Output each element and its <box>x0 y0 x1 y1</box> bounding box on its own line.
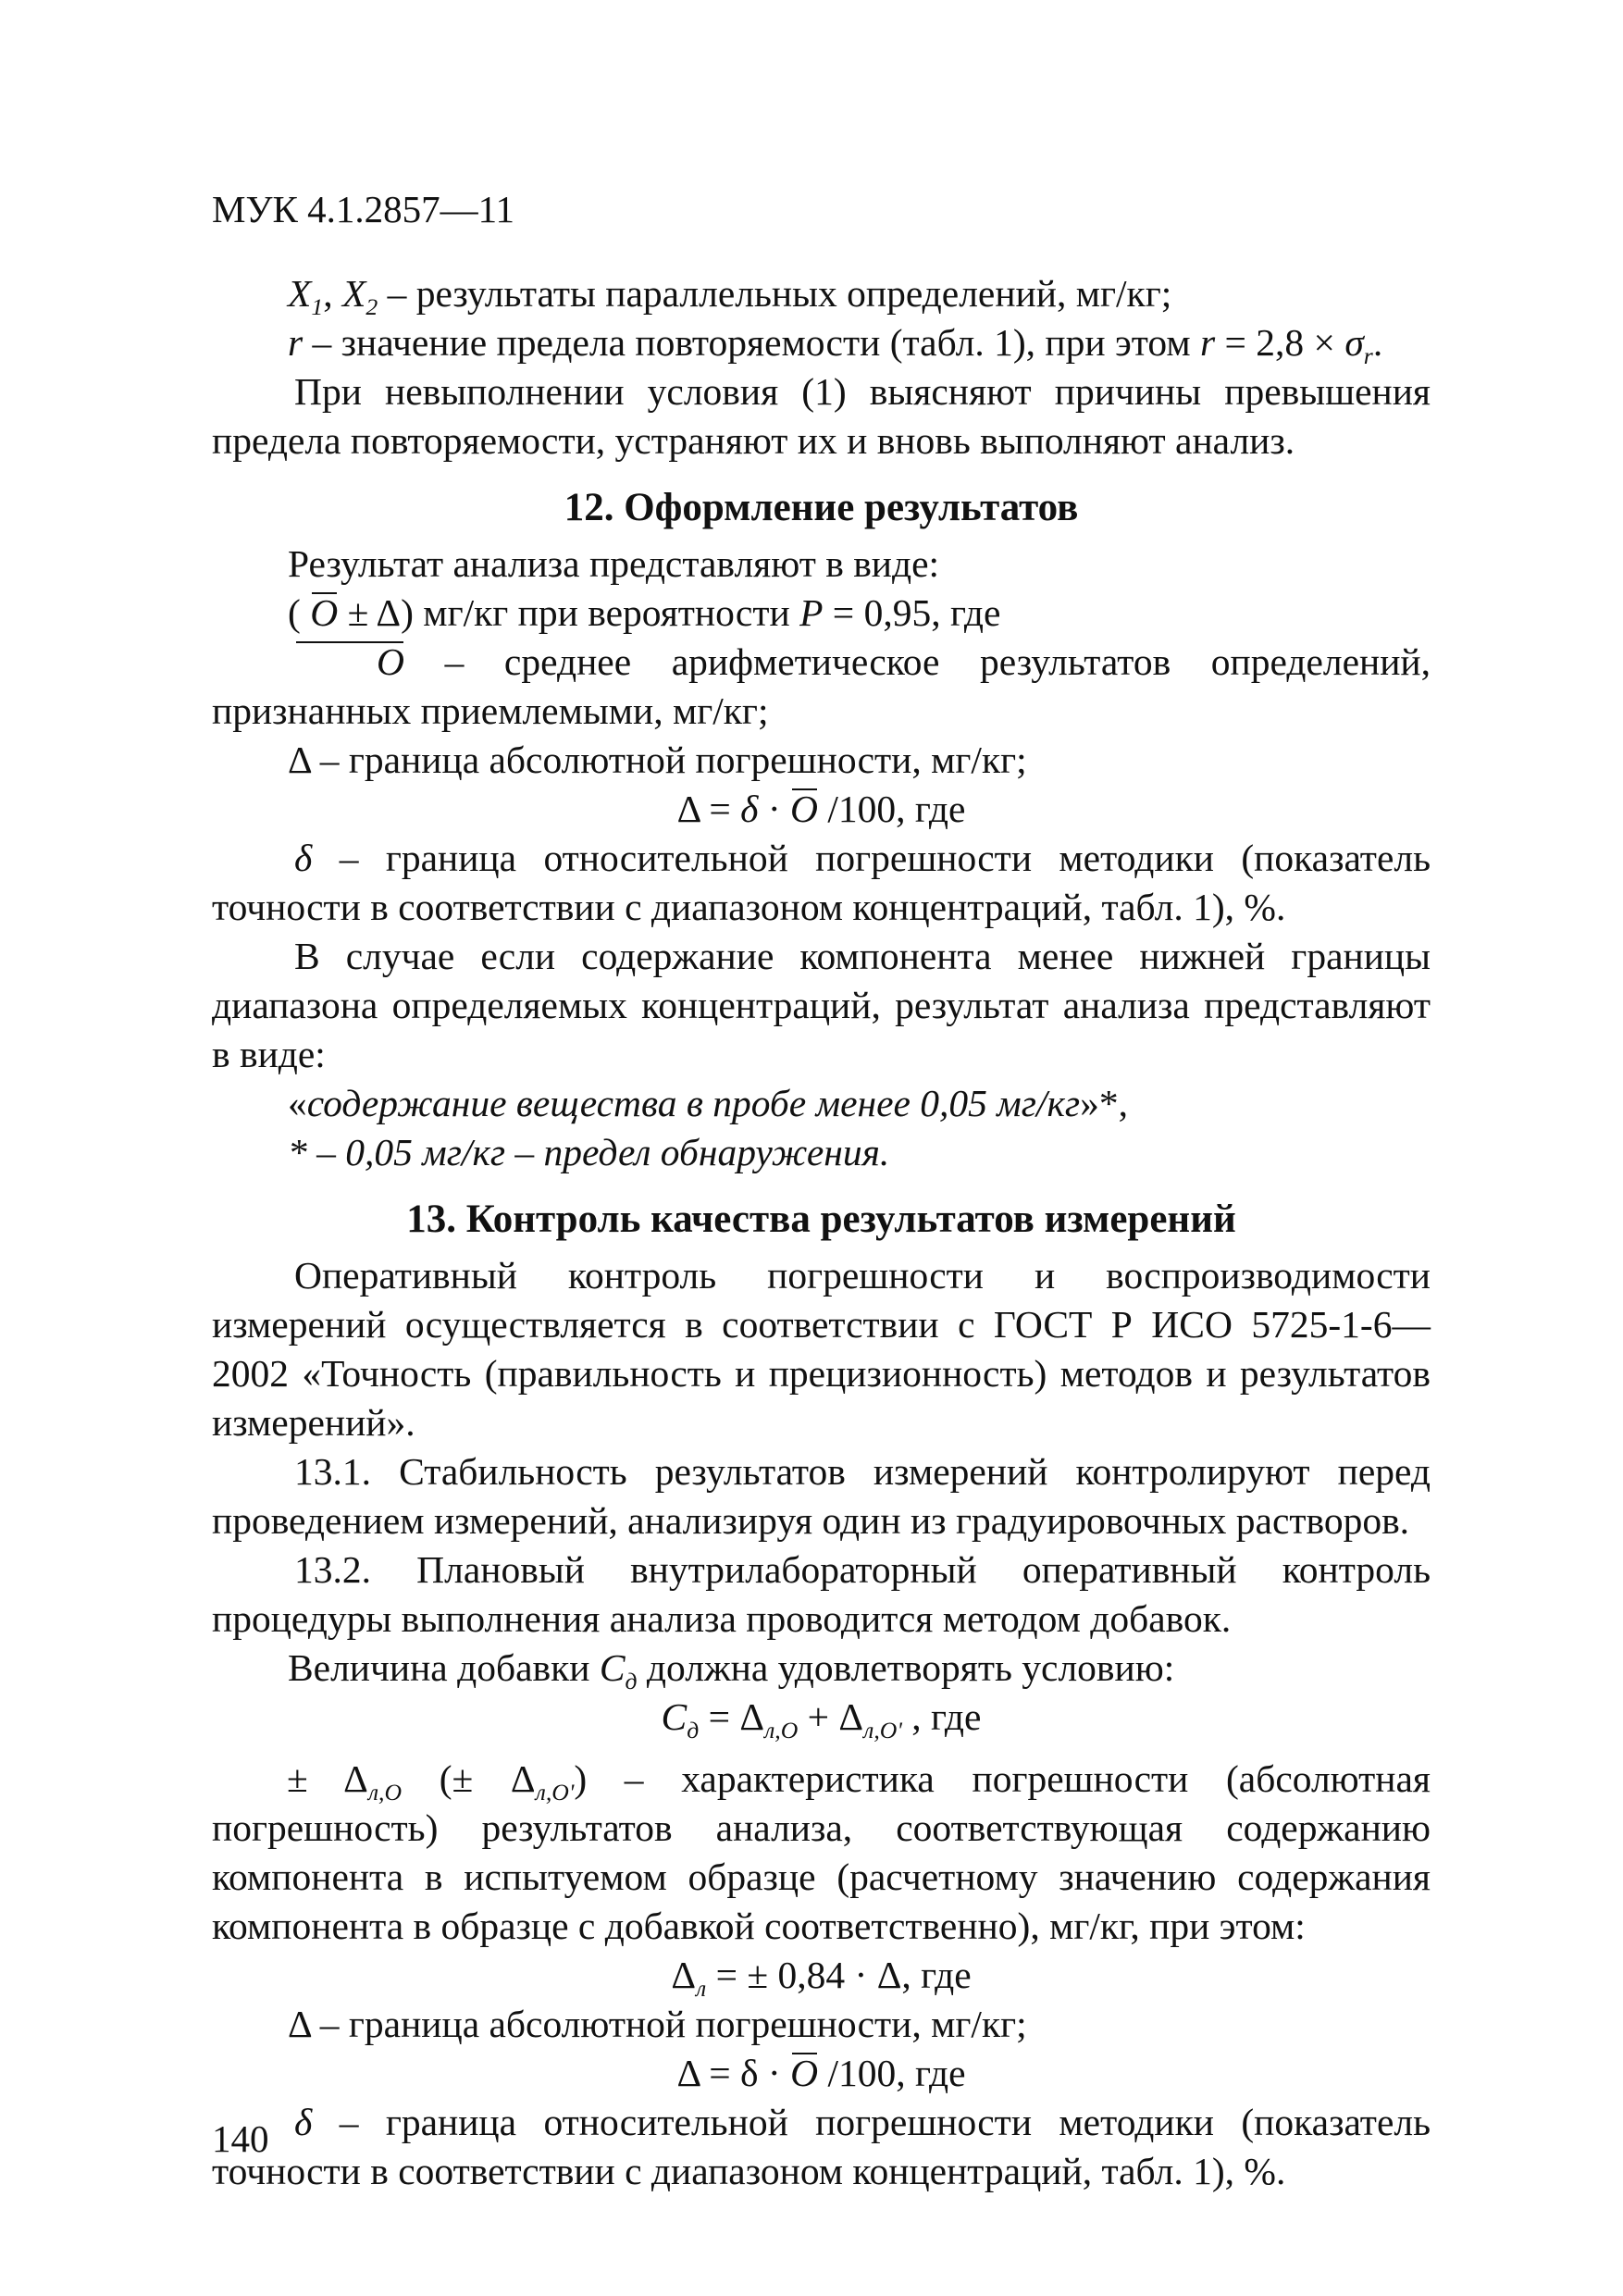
result-form: ( О ± Δ) мг/кг при вероятности P = 0,95, где <box>212 589 1431 638</box>
delta-formula: Δ = δ · О /100, где <box>212 785 1431 834</box>
low-concentration-paragraph: В случае если содержание компонента менее нижней границы диапазона определяемых концентраций, результат анализа представляют в виде: <box>212 935 1431 1075</box>
delta-formula-2: Δ = δ · О /100, где <box>212 2049 1431 2098</box>
low-concentration-quote: «содержание вещества в пробе менее 0,05 мг/кг»*, <box>288 1082 1128 1124</box>
delta-l-formula: $\Delta_л$ = ± 0,84 · Δ, где <box>671 1954 972 2002</box>
section-12-heading: 12. Оформление результатов <box>564 486 1079 529</box>
document-page <box>212 185 1431 2196</box>
planned-control-paragraph: 13.2. Плановый внутрилабораторный оперативный контроль процедуры выполнения анализа проводится методом добавок. <box>212 1548 1431 1640</box>
stability-paragraph: 13.1. Стабильность результатов измерений контролируют перед проведением измерений, анализируя один из градуировочных растворов. <box>212 1450 1431 1542</box>
x-definition: $X_1$, $X_2$ – результаты параллельных определений, мг/кг; <box>288 272 1172 320</box>
repeatability-failure-paragraph: При невыполнении условия (1) выясняют причины превышения предела повторяемости, устраняют их и вновь выполняют анализ. <box>212 370 1431 462</box>
mean-definition: О – среднее арифметическое результатов определений, признанных приемлемыми, мг/кг; <box>212 638 1431 736</box>
abs-error-definition: Δ – граница абсолютной погрешности, мг/кг; <box>288 738 1027 781</box>
rel-error-definition-2: δ – граница относительной погрешности методики (показатель точности в соответствии с диапазоном концентраций, табл. 1), %. <box>212 2101 1431 2192</box>
page-number: 140 <box>212 2117 269 2160</box>
section-13-heading: 13. Контроль качества результатов измерений <box>406 1198 1236 1241</box>
addition-size-line: Величина добавки $C_д$ должна удовлетворять условию: <box>288 1646 1175 1694</box>
operational-control-paragraph: Оперативный контроль погрешности и воспроизводимости измерений осуществляется в соответствии с ГОСТ Р ИСО 5725-1-6—2002 «Точность (правильность и прецизионность) методов и результатов измерений». <box>212 1254 1431 1444</box>
document-header: МУК 4.1.2857—11 <box>212 188 515 230</box>
error-characteristic-paragraph: ± $\Delta_{л,О}$ (± $\Delta_{л,О'}$) – характеристика погрешности (абсолютная погрешность) результатов анализа, соответствующая содержанию компонента в испытуемом образце (расчетному значению содержания компонента в образце с добавкой соответственно), мг/кг, при этом: <box>212 1757 1431 1947</box>
r-definition: r – значение предела повторяемости (табл. 1), при этом $r = 2,8 \times \sigma_r$. <box>288 321 1383 369</box>
detection-limit-footnote: * – 0,05 мг/кг – предел обнаружения. <box>288 1131 890 1173</box>
abs-error-definition-2: Δ – граница абсолютной погрешности, мг/кг; <box>288 2003 1027 2045</box>
addition-formula: $C_д = \Delta_{л,О} + \Delta_{л,О'}$ , где <box>661 1695 982 1744</box>
rel-error-definition: δ – граница относительной погрешности методики (показатель точности в соответствии с диапазоном концентраций, табл. 1), %. <box>212 837 1431 928</box>
result-intro: Результат анализа представляют в виде: <box>288 542 940 585</box>
